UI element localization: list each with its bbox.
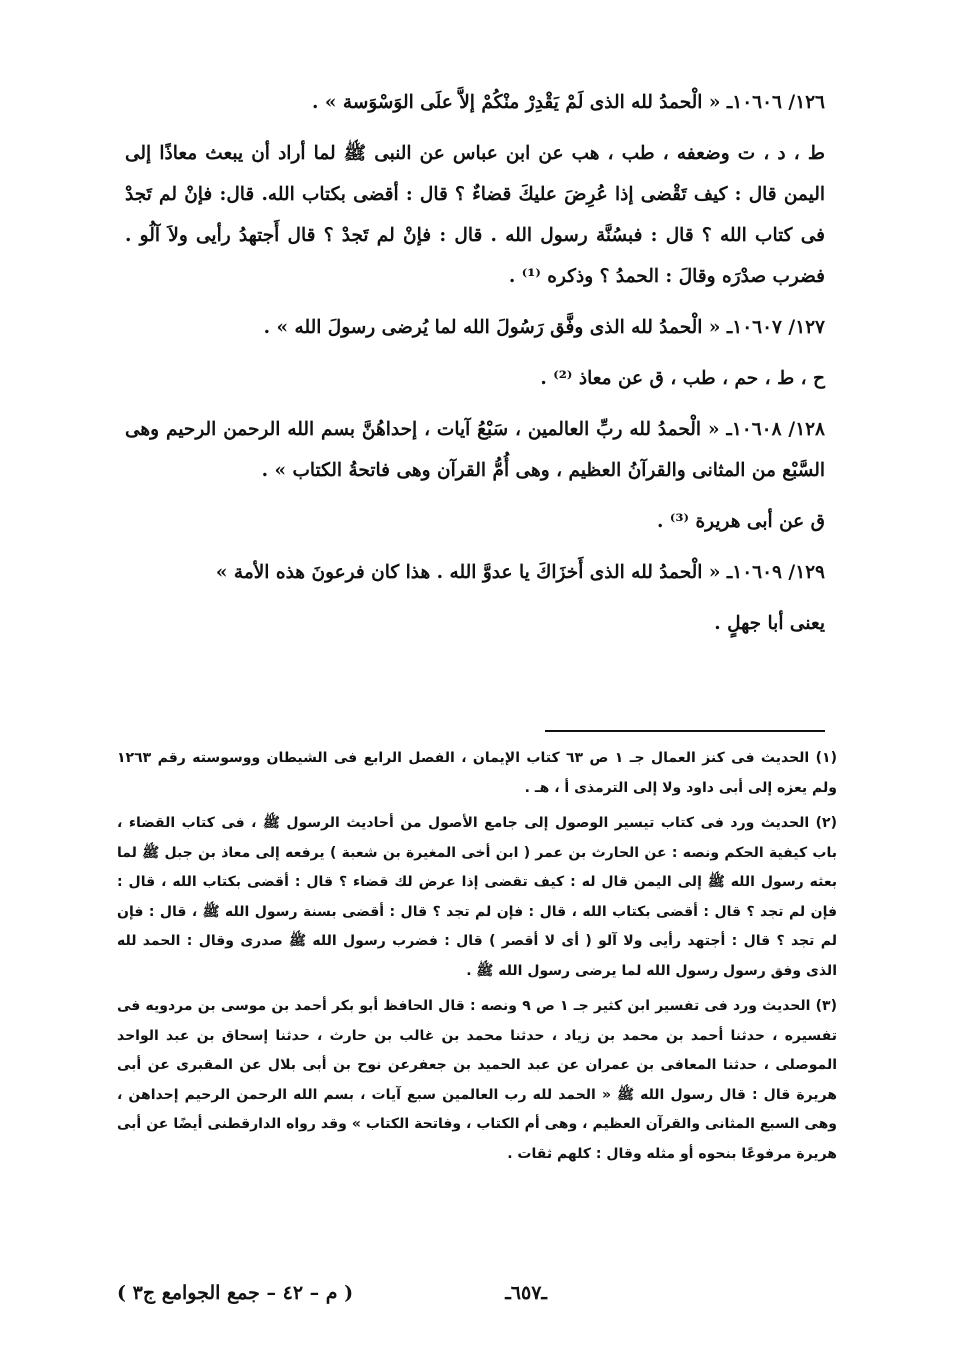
hadith-128-sources: ق عن أبى هريرة ⁽³⁾ . <box>657 511 825 532</box>
footnote-divider <box>545 730 825 732</box>
footnotes <box>117 744 837 1175</box>
page-footer <box>117 1282 837 1318</box>
hadith-126-sources: ط ، د ، ت وضعفه ، طب ، هب عن ابن عباس عن النبى ﷺ لما أراد أن يبعث معاذًا إلى اليمن قال : كيف تَقْضى إذا عُرِضَ عليكَ قضاءٌ ؟ قال : أقضى بكتاب الله. قال: فإنْ لم تَجدْ فى كتاب الله ؟ قال : فبسُنَّة رسول الله . قال : فإنْ لم تَجدْ ؟ قال أَجتهدُ رأيى ولاَ آلُو . فضرب صدْرَه وقالَ : الحمدُ ؟ وذكره ⁽¹⁾ . <box>125 143 825 287</box>
hadith-127: ١٢٧/ ١٠٦٠٧ـ « الْحمدُ لله الذى وفَّق رَسُولَ الله لما يُرضى رسولَ الله » . <box>263 317 825 338</box>
footnote-3: (٣) الحديث ورد فى تفسير ابن كثير جـ ١ ص ٩ ونصه : قال الحافظ أبو بكر أحمد بن موسى بن مردويه فى تفسيره ، حدثنا أحمد بن محمد بن زياد ، حدثنا محمد بن غالب بن حارث ، حدثنا إسحاق بن عبد الواحد الموصلى ، حدثنا المعافى بن عمران عن عبد الحميد بن جعفرعن نوح بن أبى بلال عن المقبرى عن أبى هريرة قال : قال رسول الله ﷺ « الحمد لله رب العالمين سبع آيات ، بسم الله الرحمن الرحيم إحداهن ، وهى السبع المثانى والقرآن العظيم ، وهى أم الكتاب ، وفاتحة الكتاب » وقد رواه الدارقطنى أيضًا عن أبى هريرة مرفوعًا بنحوه أو مثله وقال : كلهم ثقات . <box>117 998 837 1162</box>
signature-mark: ( م – ٤٢ – جمع الجوامع ج٣ ) <box>117 1282 354 1304</box>
footnote-2: (٢) الحديث ورد فى كتاب تيسير الوصول إلى جامع الأصول من أحاديث الرسول ﷺ ، فى كتاب القضاء ، باب كيفية الحكم ونصه : عن الحارث بن عمر ( ابن أخى المغيرة بن شعبة ) يرفعه إلى معاذ بن جبل ﷺ لما بعثه رسول الله ﷺ إلى اليمن قال له : كيف تقضى إذا عرض لك قضاء ؟ قال : أقضى بكتاب الله ، قال : فإن لم تجد ؟ قال : أقضى بكتاب الله ، قال : فإن لم تجد ؟ قال : أقضى بسنة رسول الله ﷺ ، قال : فإن لم تجد ؟ قال : أجتهد رأيى ولا آلو ( أى لا أقصر ) قال : فضرب رسول الله ﷺ صدرى وقال : الحمد لله الذى وفق رسول رسول الله لما يرضى رسول الله ﷺ . <box>117 815 837 979</box>
hadith-128: ١٢٨/ ١٠٦٠٨ـ « الْحمدُ لله ربِّ العالمين ، سَبْعُ آيات ، إحداهُنَّ بسم الله الرحمن الرحيم وهى السَّبْع من المثانى والقرآنُ العظيم ، وهى أُمُّ القرآن وهى فاتحةُ الكتاب » . <box>125 419 825 481</box>
hadith-127-sources: ح ، ط ، حم ، طب ، ق عن معاذ ⁽²⁾ . <box>540 368 825 389</box>
hadith-129-explanation: يعنى أبا جهلٍ . <box>714 613 825 634</box>
hadith-126: ١٢٦/ ١٠٦٠٦ـ « الْحمدُ لله الذى لَمْ يَقْدِرْ منْكُمْ إلاَّ علَى الوَسْوَسة » . <box>312 92 825 113</box>
page-number: ـ٦٥٧ـ <box>505 1282 547 1304</box>
main-text <box>125 82 825 654</box>
footnote-1: (١) الحديث فى كنز العمال جـ ١ ص ٦٣ كتاب الإيمان ، الفصل الرابع فى الشيطان ووسوسته رقم ١٢٦٣ ولم يعزه إلى أبى داود ولا إلى الترمذى أ ، هـ . <box>117 750 837 796</box>
hadith-129: ١٢٩/ ١٠٦٠٩ـ « الْحمدُ لله الذى أَخزَاكَ يا عدوَّ الله . هذا كان فرعونَ هذه الأمة » <box>215 562 825 583</box>
